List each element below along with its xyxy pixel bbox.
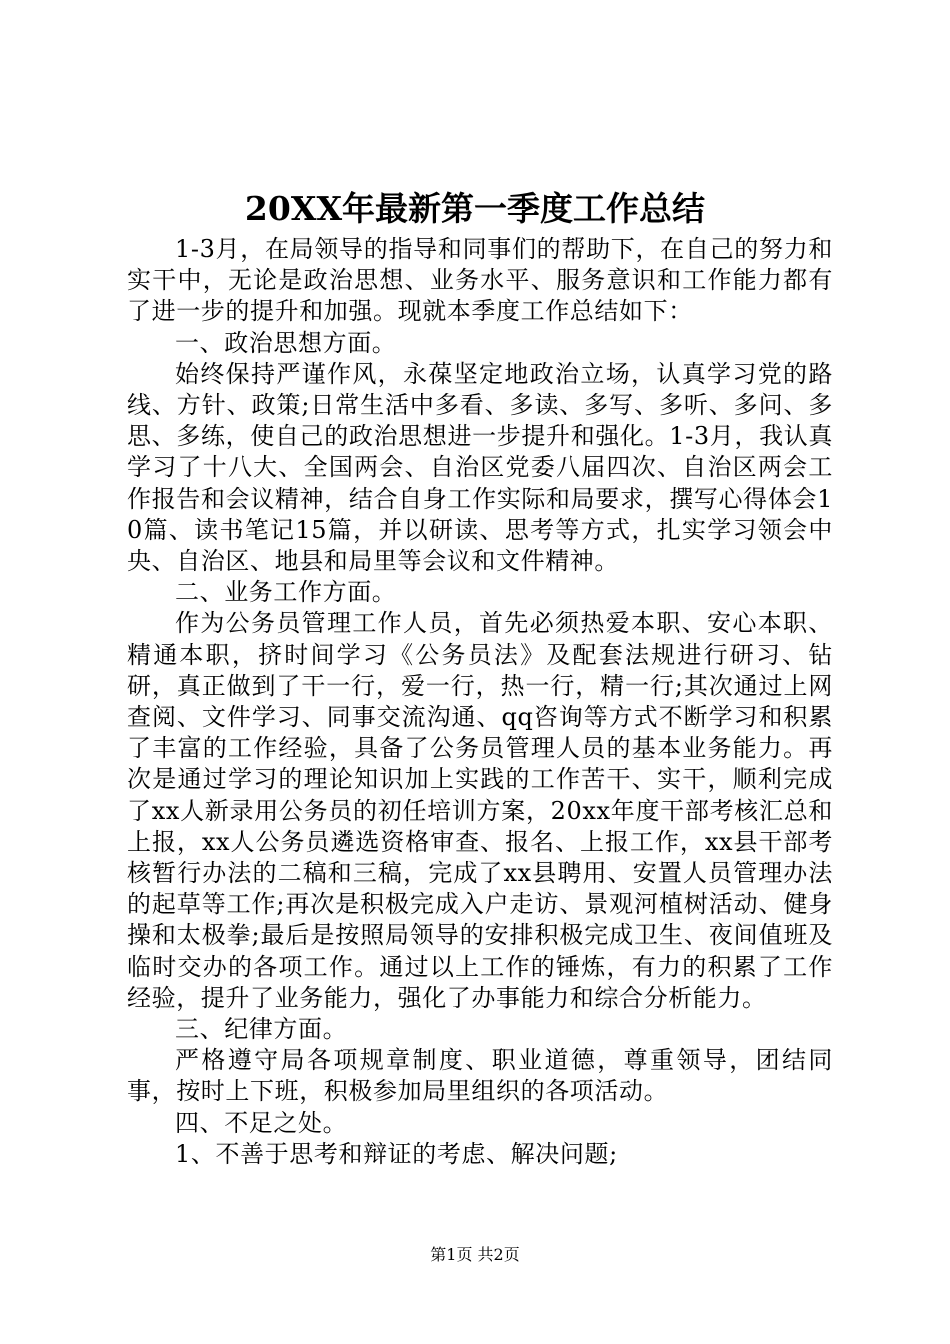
paragraph-political: 始终保持严谨作风，永葆坚定地政治立场，认真学习党的路线、方针、政策;日常生活中多看、多读、多写、多听、多问、多思、多练，使自己的政治思想进一步提升和强化。1-3月，我认真学习了十八大、全国两会、自治区党委八届四次、自治区两会工作报告和会议精神，结合自身工作实际和局要求，撰写心得体会10篇、读书笔记15篇，并以研读、思考等方式，扎实学习领会中央、自治区、地县和局里等会议和文件精神。 [127,359,833,576]
page-indicator: 第1页 共2页 [430,1245,520,1264]
section-heading-discipline: 三、纪律方面。 [175,1015,348,1044]
document-title: 20XX年最新第一季度工作总结 [244,189,706,228]
paragraph-business: 作为公务员管理工作人员，首先必须热爱本职、安心本职、精通本职，挤时间学习《公务员法》及配套法规进行研习、钻研，真正做到了干一行，爱一行，热一行，精一行;其次通过上网查阅、文件学习、同事交流沟通、qq咨询等方式不断学习和积累了丰富的工作经验，具备了公务员管理人员的基本业务能力。再次是通过学习的理论知识加上实践的工作苦干、实干，顺利完成了xx人新录用公务员的初任培训方案，20xx年度干部考核汇总和上报，xx人公务员遴选资格审查、报名、上报工作，xx县干部考核暂行办法的二稿和三稿，完成了xx县聘用、安置人员管理办法的起草等工作;再次是积极完成入户走访、景观河植树活动、健身操和太极拳;最后是按照局领导的安排积极完成卫生、夜间值班及临时交办的各项工作。通过以上工作的锤炼，有力的积累了工作经验，提升了业务能力，强化了办事能力和综合分析能力。 [127,609,833,1012]
section-heading-political: 一、政治思想方面。 [175,328,397,357]
paragraph-discipline: 严格遵守局各项规章制度、职业道德，尊重领导，团结同事，按时上下班，积极参加局里组织的各项活动。 [127,1046,833,1106]
section-heading-business: 二、业务工作方面。 [175,578,397,607]
document-body [127,234,833,1170]
section-heading-shortcomings: 四、不足之处。 [175,1108,348,1137]
shortcoming-item-1: 1、不善于思考和辩证的考虑、解决问题; [175,1139,618,1168]
paragraph-intro: 1-3月，在局领导的指导和同事们的帮助下，在自己的努力和实干中，无论是政治思想、业务水平、服务意识和工作能力都有了进一步的提升和加强。现就本季度工作总结如下： [127,235,833,326]
